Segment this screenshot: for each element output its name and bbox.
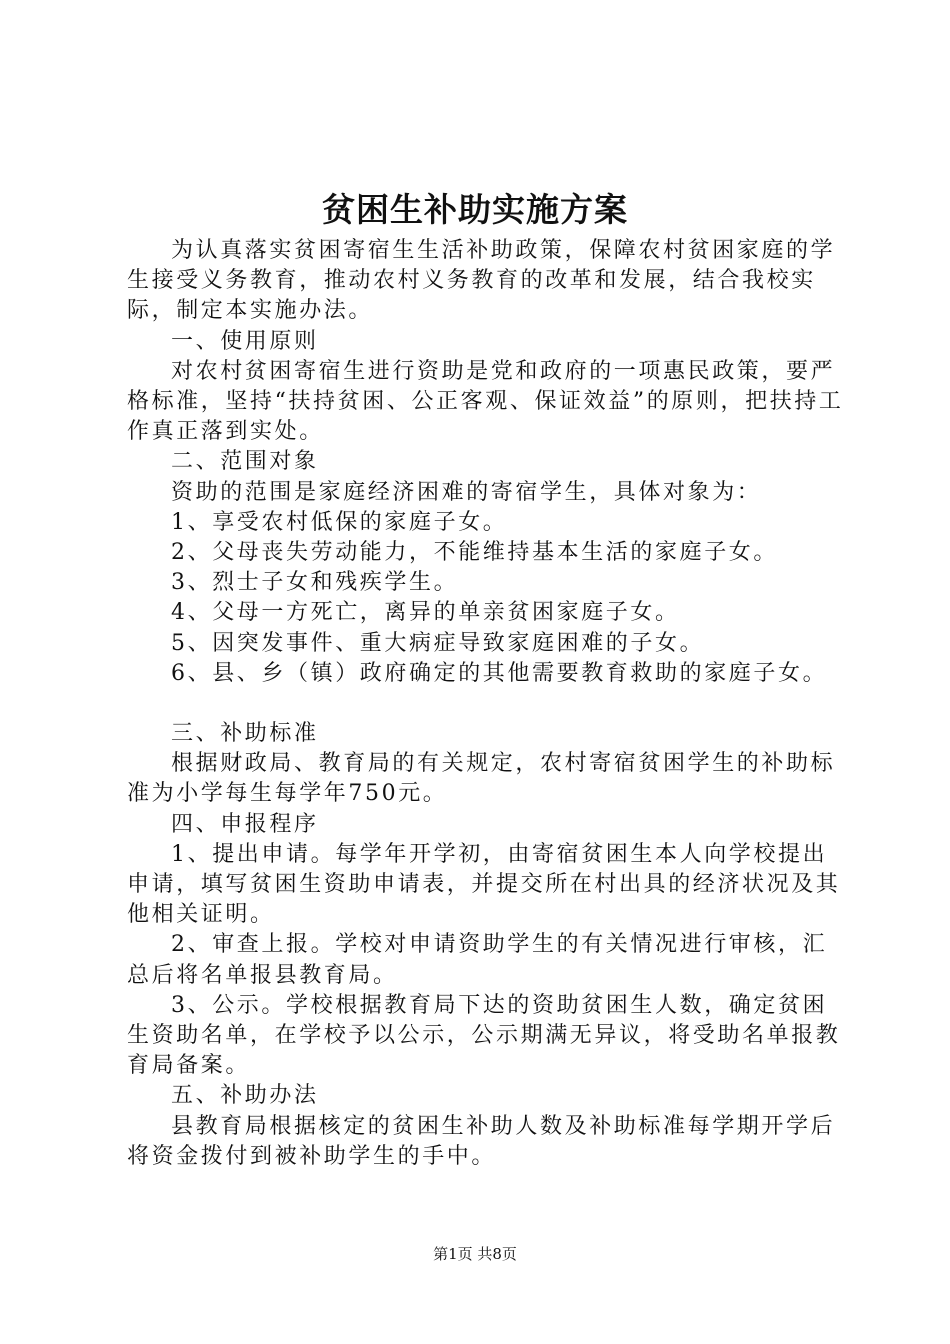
scope-item: 5、因突发事件、重大病症导致家庭困难的子女。 (171, 630, 705, 656)
principles-paragraph: 对农村贫困寄宿生进行资助是党和政府的一项惠民政策，要严格标准，坚持“扶持贫困、公正客观、保证效益”的原则，把扶持工作真正落到实处。 (127, 358, 844, 445)
scope-item: 1、享受农村低保的家庭子女。 (171, 509, 508, 535)
scope-item: 2、父母丧失劳动能力，不能维持基本生活的家庭子女。 (171, 540, 778, 566)
intro-paragraph: 为认真落实贫困寄宿生生活补助政策，保障农村贫困家庭的学生接受义务教育，推动农村义务教育的改革和发展，结合我校实际，制定本实施办法。 (127, 238, 836, 324)
scope-item: 4、父母一方死亡，离异的单亲贫困家庭子女。 (171, 600, 680, 626)
scope-paragraph: 资助的范围是家庭经济困难的寄宿学生，具体对象为： (171, 479, 762, 505)
scope-item: 3、烈士子女和残疾学生。 (171, 570, 459, 596)
section-heading-procedure: 四、申报程序 (171, 811, 319, 837)
scope-item: 6、县、乡（镇）政府确定的其他需要教育救助的家庭子女。 (171, 660, 828, 686)
document-body (127, 236, 847, 1172)
document-title: 贫困生补助实施方案 (322, 190, 628, 229)
section-heading-principles: 一、使用原则 (171, 328, 319, 354)
procedure-item: 1、提出申请。每学年开学初，由寄宿贫困生本人向学校提出申请，填写贫困生资助申请表，并提交所在村出具的经济状况及其他相关证明。 (127, 841, 841, 928)
procedure-item: 2、审查上报。学校对申请资助学生的有关情况进行审核，汇总后将名单报县教育局。 (127, 932, 828, 988)
page-number-footer: 第1页 共8页 (433, 1245, 517, 1263)
standard-paragraph: 根据财政局、教育局的有关规定，农村寄宿贫困学生的补助标准为小学每生每学年750元。 (127, 751, 836, 807)
section-heading-standard: 三、补助标准 (171, 721, 319, 747)
section-heading-method: 五、补助办法 (171, 1083, 319, 1109)
procedure-item: 3、公示。学校根据教育局下达的资助贫困生人数，确定贫困生资助名单，在学校予以公示，公示期满无异议，将受助名单报教育局备案。 (127, 992, 841, 1079)
method-paragraph: 县教育局根据核定的贫困生补助人数及补助标准每学期开学后将资金拨付到被补助学生的手中。 (127, 1113, 836, 1169)
section-heading-scope: 二、范围对象 (171, 449, 319, 475)
